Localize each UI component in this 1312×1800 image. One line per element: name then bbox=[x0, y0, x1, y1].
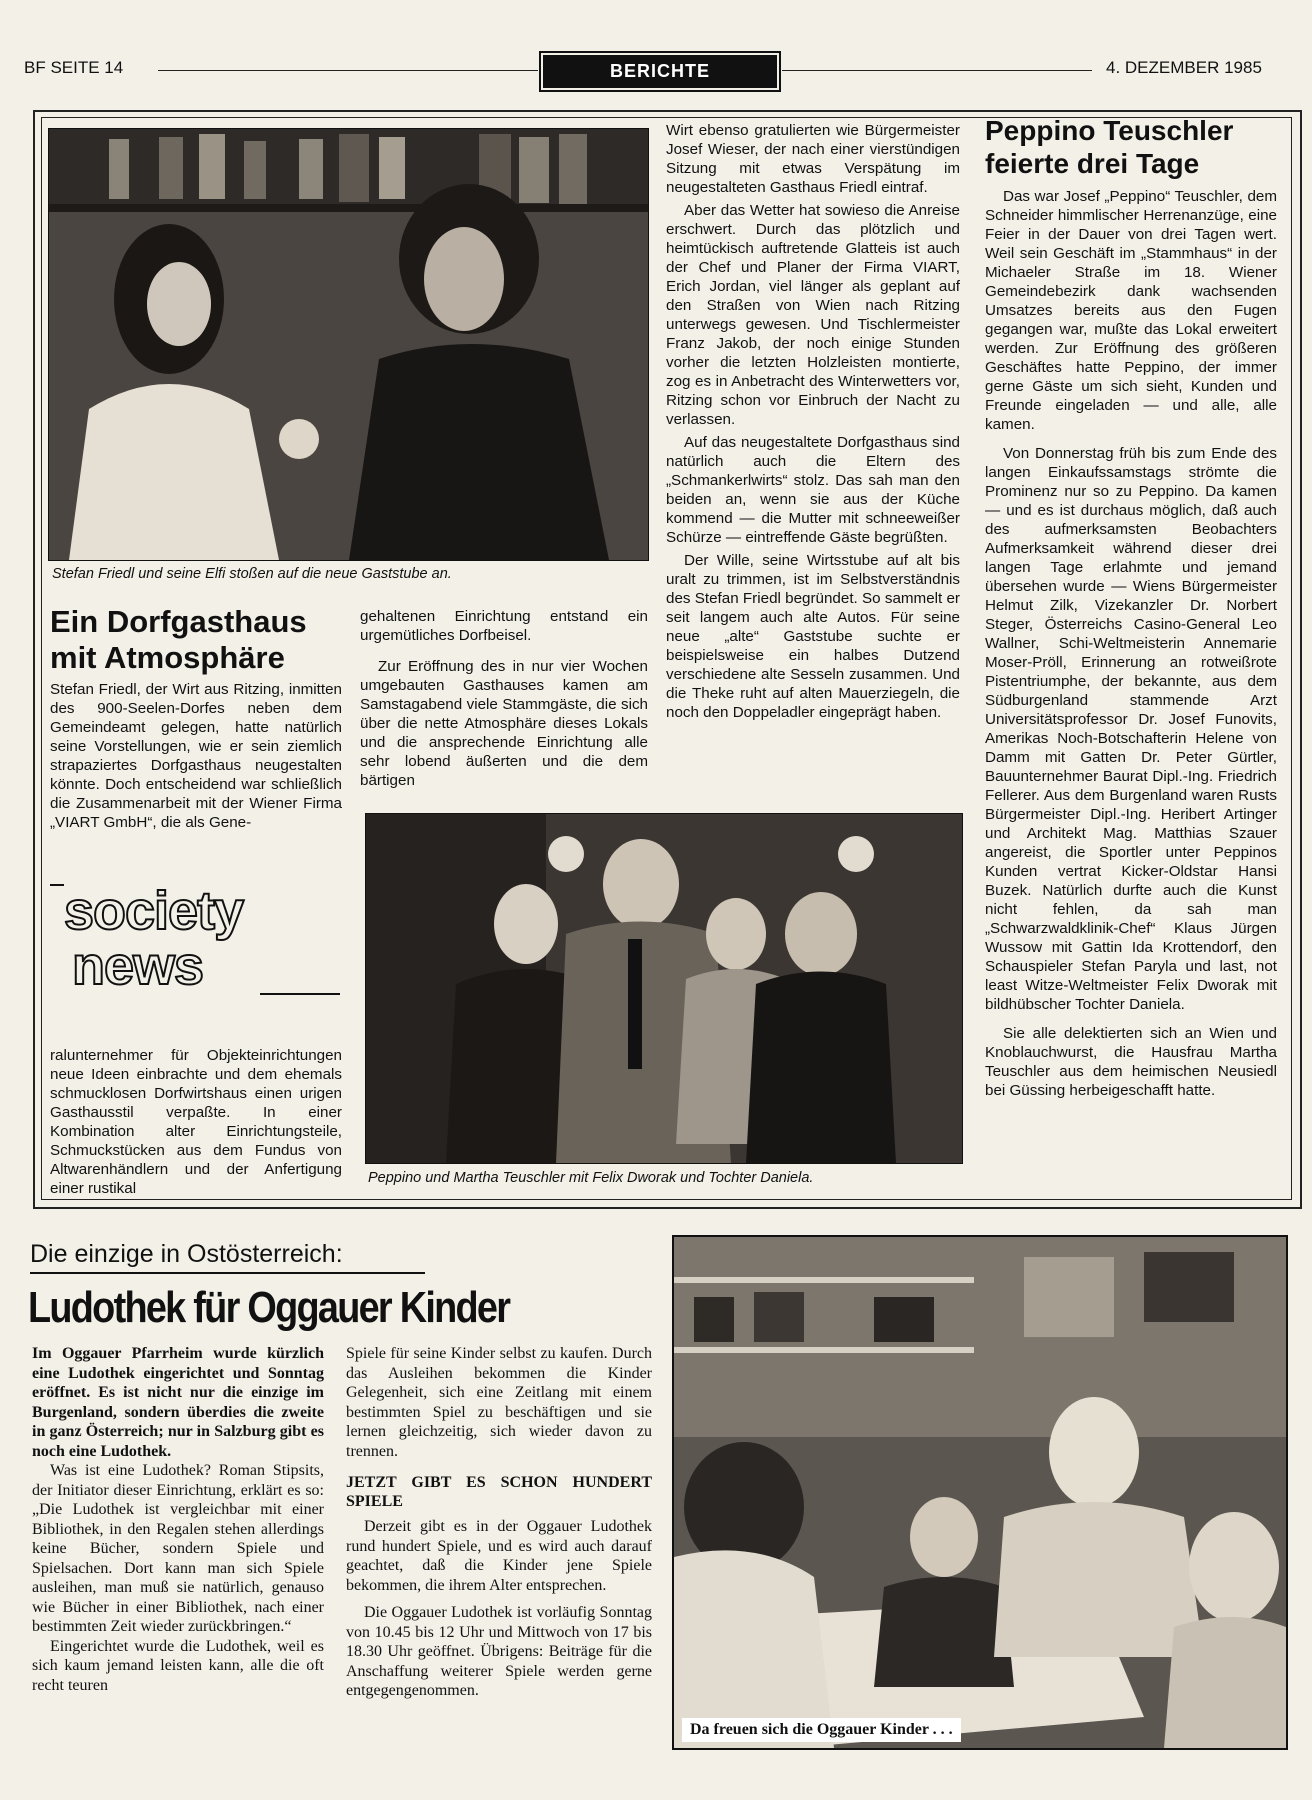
society-logo-rule-top bbox=[50, 884, 64, 886]
photo2-caption: Peppino und Martha Teuschler mit Felix Dworak und Tochter Daniela. bbox=[368, 1170, 814, 1186]
story3-col1-p2: Was ist eine Ludothek? Roman Stipsits, der Initiator dieser Einrichtung, erklärt es so: „Die Ludothek ist vergleichbar mit einer Bibliothek, in den Regalen stehen allerdings keine Bücher, sondern Spiele und Spielsachen. Dort kann man sich Spiele ausleihen, man muß sie natürlich, genauso wie Bücher in einer Bibliothek, nach einer bestimmten Zeit wieder zurückbringen.“ bbox=[32, 1462, 324, 1635]
story1-headline-line1: Ein Dorfgasthaus bbox=[50, 604, 307, 639]
story1-col2-p2: Zur Eröffnung des in nur vier Wochen umgebauten Gasthauses kamen am Samstagabend viele Stammgäste, die sich über die nette Atmosphäre dieses Lokals und die ansprechende Einrichtung alle sehr lobend äußerten und die dem bärtigen bbox=[360, 658, 648, 789]
page-number: BF SEITE 14 bbox=[24, 58, 124, 77]
society-logo-word1: society bbox=[64, 881, 244, 941]
story2-p2: Von Donnerstag früh bis zum Ende des langen Einkaufssamstags strömte die Prominenz nur so zu Peppino. Da kamen — und es ist durchaus möglich, daß auch des aufmerksamsten Beobachters Aufmerksamkeit während dieser drei langen Tage erlahmte und jemand übersehen wurde — Wiens Bürgermeister Helmut Zilk, Vizekanzler Dr. Norbert Steger, Österreichs Casino-General Leo Wallner, Schi-Weltmeisterin Annemarie Moser-Pröll, Erinnerung an rotweißrote Pistentriumphe, der bekannte, aus dem Südburgenland stammende Arzt Universitätsprofessor Dr. Josef Funovits, Amerikas Noch-Botschafterin Helene von Damm mit Gatten Dr. Peter Gürtler, Bauunternehmer Baurat Dipl.-Ing. Friedrich Fellerer. Aus dem Burgenland waren Rusts Bürgermeister Dipl.-Ing. Heribert Artinger und Architekt Mag. Matthias Szauer angereist, die Sportler unter Peppinos Kunden vertrat Kicker-Oldstar Hansi Buzek. Natürlich durfte auch die Kunst nicht fehlen, da sah man „Schwarzwaldklinik-Chef“ Klaus Jürgen Wussow mit Gattin Ida Krottendorf, den Schauspieler Stefan Paryla und last, not least Witze-Weltmeister Felix Dworak mit bildhübscher Tochter Daniela. bbox=[985, 445, 1277, 1013]
photo-stefan-friedl-elfi bbox=[48, 128, 649, 561]
header-rule-left bbox=[158, 70, 538, 71]
story1-col1-p1: Stefan Friedl, der Wirt aus Ritzing, inmitten des 900-Seelen-Dorfes neben dem Gemeindeamt gelegen, hatte natürlich seine Vorstellungen, wie er sein ziemlich strapaziertes Dorfgasthaus neugestalten könnte. Doch entscheidend war schließlich die Zusammenarbeit mit der Wiener Firma „VIART GmbH“, die als Gene- bbox=[50, 681, 342, 831]
story2-headline-line2: feierte drei Tage bbox=[985, 148, 1200, 179]
story2-p1: Das war Josef „Peppino“ Teuschler, dem Schneider himmlischer Herrenanzüge, eine Feier in der Dauer von drei Tagen wert. Weil sein Geschäft im „Stammhaus“ in der Michaeler Straße im 18. Wiener Gemeindebezirk dank wachsenden Umsatzes bereits aus den Fugen gegangen war, mußte das Lokal erweitert werden. Zur Eröffnung des größeren Geschäftes hatte Peppino, der immer gerne Gäste um sich sieht, Kunden und Freunde eingeladen — und alle, alle kamen. bbox=[985, 188, 1277, 433]
photo-peppino-teuschler bbox=[365, 813, 963, 1164]
story1-col3-p2: Aber das Wetter hat sowieso die Anreise erschwert. Durch das plötzlich und heimtückisch auftretende Glatteis ist auch der Chef und Planer der Firma VIART, Erich Jordan, viel länger als geplant auf den Straßen von Wien nach Ritzing unterwegs gewesen. Und Tischlermeister Franz Jakob, der noch einige Stunden vorher die letzten Holzleisten montierte, zog es in Anbetracht des Winterwetters vor, Ritzing schon vor Einbruch der Nacht zu verlassen. bbox=[666, 202, 960, 428]
story2-headline bbox=[985, 114, 1275, 180]
story3-kicker-rule bbox=[30, 1272, 425, 1274]
story3-col1-p3: Eingerichtet wurde die Ludothek, weil es sich kaum jemand leisten kann, alle die oft recht teuren bbox=[32, 1637, 324, 1694]
story2-p3: Sie alle delektierten sich an Wien und Knoblauchwurst, die Hausfrau Martha Teuschler aus dem heimischen Neusiedl bei Güssing herbeigeschafft hatte. bbox=[985, 1025, 1277, 1099]
story1-col3 bbox=[666, 121, 960, 722]
story2-headline-line1: Peppino Teuschler bbox=[985, 115, 1234, 146]
story3-col1 bbox=[32, 1344, 324, 1695]
story3-lead: Im Oggauer Pfarrheim wurde kürzlich eine Ludothek eingerichtet und Sonntag eröffnet. Es ist nicht nur die einzige im Burgenland, sondern überdies die zweite in ganz Österreich; nur in Salzburg gibt es noch eine Ludothek. bbox=[32, 1345, 324, 1460]
society-news-logo bbox=[50, 880, 340, 1020]
story1-col2 bbox=[360, 607, 648, 790]
photo3-illustration bbox=[674, 1237, 1286, 1748]
story3-col2-p1: Spiele für seine Kinder selbst zu kaufen. Durch das Ausleihen bekommen die Kinder Gelegenheit, sich eine Zeitlang mit einem bestimmten Spiel zu beschäftigen und sie lernen gleichzeitig, sich wieder davon zu trennen. bbox=[346, 1345, 652, 1460]
society-logo-rule-bottom bbox=[260, 993, 340, 995]
story3-col2 bbox=[346, 1344, 652, 1701]
section-label: BERICHTE bbox=[543, 55, 777, 88]
photo-illustration bbox=[49, 129, 648, 560]
story1-headline-line2: mit Atmosphäre bbox=[50, 640, 285, 675]
issue-date: 4. DEZEMBER 1985 bbox=[1106, 58, 1262, 77]
story1-col3-p4: Der Wille, seine Wirtsstube auf alt bis uralt zu trimmen, ist im Selbstverständnis des Stefan Friedl begründet. So sammelt er seit langem auch alte Autos. Für seine neue „alte“ Gaststube suchte er beispielsweise ein halbes Dutzend verschiedene alte Sesseln zusammen. Und die Theke ruht auf alten Mauerziegeln, die noch den Doppeladler eingeprägt haben. bbox=[666, 552, 960, 721]
story1-col2-p1: gehaltenen Einrichtung entstand ein urgemütliches Dorfbeisel. bbox=[360, 608, 648, 644]
story3-kicker: Die einzige in Ostösterreich: bbox=[30, 1240, 343, 1268]
photo2-illustration bbox=[366, 814, 962, 1163]
story3-subhead: JETZT GIBT ES SCHON HUNDERT SPIELE bbox=[346, 1474, 652, 1510]
photo3-caption: Da freuen sich die Oggauer Kinder . . . bbox=[682, 1718, 961, 1742]
story1-col3-p3: Auf das neugestaltete Dorfgasthaus sind natürlich auch die Eltern des „Schmankerlwirts“ stolz. Das sah man den beiden an, wenn sie aus der Küche kommend — die Mutter mit schneeweißer Schürze — eintreffende Gäste begrüßten. bbox=[666, 434, 960, 546]
story3-col2-p3: Die Oggauer Ludothek ist vorläufig Sonntag von 10.45 bis 12 Uhr und Mittwoch von 17 bis 18.30 Uhr geöffnet. Übrigens: Beiträge für die Anschaffung weiterer Spiele werden gerne entgegengenommen. bbox=[346, 1604, 652, 1699]
photo1-caption: Stefan Friedl und seine Elfi stoßen auf die neue Gaststube an. bbox=[52, 566, 452, 582]
story1-col1-bottom bbox=[50, 1046, 342, 1198]
society-logo-word2: news bbox=[72, 936, 204, 996]
photo-oggauer-kinder bbox=[672, 1235, 1288, 1750]
story2-body bbox=[985, 187, 1277, 1100]
story3-headline: Ludothek für Oggauer Kinder bbox=[28, 1283, 510, 1332]
story1-col3-p1: Wirt ebenso gratulierten wie Bürgermeister Josef Wieser, der nach einer vierstündigen Sitzung mit etwas Verspätung im neugestalteten Gasthaus Friedl eintraf. bbox=[666, 122, 960, 196]
story1-headline bbox=[50, 604, 350, 676]
header-rule-right bbox=[782, 70, 1092, 71]
story3-col2-p2: Derzeit gibt es in der Oggauer Ludothek rund hundert Spiele, und es wird auch darauf geachtet, daß die Kinder jene Spiele bekommen, die ihrem Alter entsprechen. bbox=[346, 1518, 652, 1594]
story1-col1-p2: ralunternehmer für Objekteinrichtungen neue Ideen einbrachte und dem ehemals schmucklosen Dorfwirtshaus einen urigen Gasthausstil verpaßte. In einer Kombination alter Einrichtungsteile, Schmuckstücken aus dem Fundus von Altwarenhändlern und der Anfertigung einer rustikal bbox=[50, 1047, 342, 1197]
story1-col1-top bbox=[50, 680, 342, 832]
